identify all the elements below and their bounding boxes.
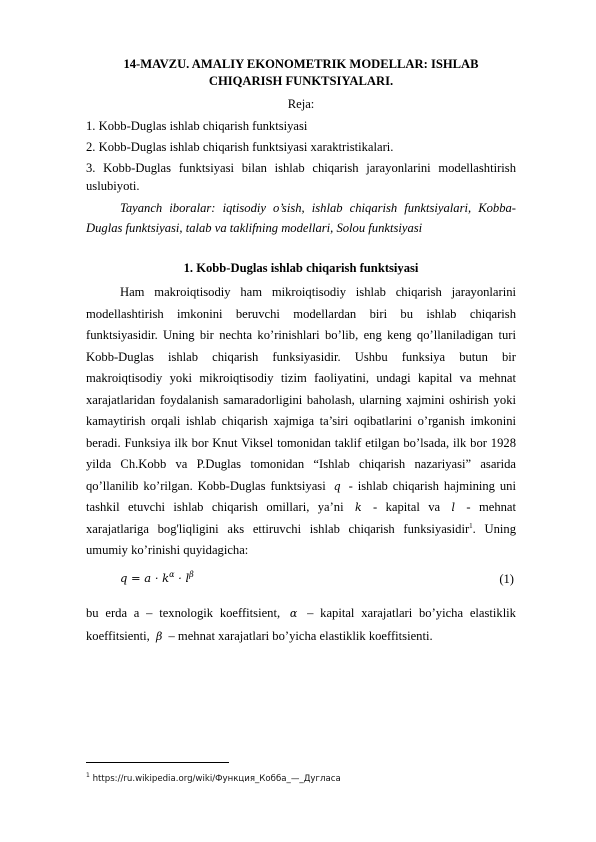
footnote-mark: 1 <box>86 772 90 779</box>
formula-number: (1) <box>499 571 514 586</box>
page-title-line-2: CHIQARISH FUNKTSIYALARI. <box>208 74 394 88</box>
plan-item-1: 1. Kobb-Duglas ishlab chiqarish funktsiyasi <box>86 118 308 133</box>
paragraph-text-3: - kapital va <box>373 500 441 514</box>
keywords: Tayanch iboralar: iqtisodiy o’sish, ishlab chiqarish funktsiyalari, Kobba-Duglas funktsiyasi, talab va taklifning modellari, Solou funktsiyasi <box>86 200 516 235</box>
variable-l: l <box>451 501 456 514</box>
cobb-douglas-formula: $q = a \cdot k^\alpha \cdot l^\beta$ <box>120 569 194 585</box>
footnote-link[interactable]: https://ru.wikipedia.org/wiki/Функция_Кобба_—_Дугласа <box>92 773 341 784</box>
formula-row <box>86 562 516 598</box>
footnote-reference[interactable]: 1 <box>469 521 473 530</box>
explanation-text-3: – mehnat xarajatlari bo’yicha elastiklik koeffitsienti. <box>168 628 433 643</box>
variable-q: q <box>333 479 341 493</box>
main-paragraph <box>86 282 516 562</box>
plan-heading: Reja: <box>287 97 315 111</box>
footnote-divider <box>86 762 229 763</box>
plan-item-2: 2. Kobb-Duglas ishlab chiqarish funktsiyasi xaraktristikalari. <box>86 140 394 154</box>
variable-alpha: α <box>289 606 298 620</box>
variable-beta: β <box>155 629 163 643</box>
explanation-text-1: bu erda a – texnologik koeffitsient, <box>86 605 281 620</box>
paragraph-text-4: - mehnat xarajatlariga bog'liqligini aks ettiruvchi ishlab chiqarish funksiyasidir <box>86 500 517 536</box>
paragraph-text-1: Ham makroiqtisodiy ham mikroiqtisodiy ishlab chiqarish jarayonlarini modellashtirish imkonini beruvchi modellardan biri bu ishlab chiqarish funktsiyasidir. Uning bir nechta ko’rinishlari bo’lib, eng keng qo’llaniladigan turi Kobb-Duglas ishlab chiqarish funksiyasidir. Ushbu funksiya butun bir makroiqtisodiy yoki mikroiqtisodiy tizim faoliyatini, undagi kapital va mehnat xarajatlaridan foydalanish samaradorligini baholash, ularning xajmini oshirish yoki kamaytirish orqali ishlab chiqarish xajmiga ta’siri oqibatlarini o’rganish imkonini beradi. Funksiya ilk bor Knut Viksel tomonidan taklif etilgan bo’lsada, ilk bor 1928 yilda Ch.Kobb va P.Duglas tomonidan “Ishlab chiqarish nazariyasi” asarida qo’llanilib ko’rilgan. Kobb-Duglas funktsiyasi <box>86 285 516 493</box>
paragraph-text-2: - ishlab chiqarish hajmining uni tashkil etuvchi ishlab chiqarish omillari, ya’ni <box>86 478 516 514</box>
document-page <box>86 56 516 648</box>
variable-k: k <box>354 501 362 514</box>
plan-item-3: 3. Kobb-Duglas funktsiyasi bilan ishlab chiqarish jarayonlarini modellashtirish uslubiyoti. <box>86 160 516 193</box>
section-title: 1. Kobb-Duglas ishlab chiqarish funktsiyasi <box>183 260 419 275</box>
explanation-paragraph <box>86 602 516 648</box>
paragraph-text-5: . Uning umumiy ko’rinishi quyidagicha: <box>86 521 516 557</box>
page-title-line-1: 14-MAVZU. AMALIY EKONOMETRIK MODELLAR: ISHLAB <box>123 57 479 71</box>
footnote <box>86 772 341 784</box>
explanation-text-2: – kapital xarajatlari bo’yicha elastiklik koeffitsienti, <box>86 605 516 643</box>
